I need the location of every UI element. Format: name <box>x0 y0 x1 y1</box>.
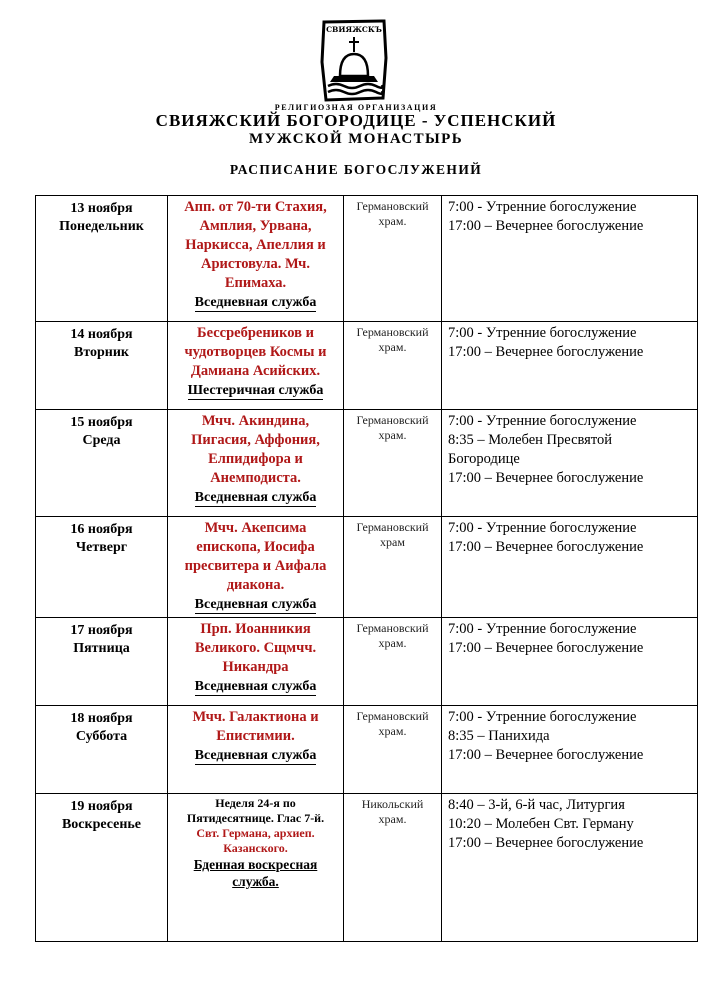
saint-commemoration: Мчч. Акиндина, Пигасия, Аффония, Елпидифора и Анемподиста. <box>191 413 320 486</box>
time-entry: 17:00 – Вечернее богослужение <box>448 539 644 555</box>
date-cell <box>36 410 168 517</box>
saint-cell <box>168 794 344 942</box>
table-row <box>36 706 698 794</box>
table-row <box>36 618 698 706</box>
times-cell <box>442 706 698 794</box>
date: 19 ноября <box>70 799 133 814</box>
service-type: Шестеричная служба <box>187 383 324 398</box>
times-cell <box>442 618 698 706</box>
table-row <box>36 196 698 322</box>
monastery-logo <box>318 18 390 104</box>
date: 14 ноября <box>70 327 133 342</box>
date: 16 ноября <box>70 522 133 537</box>
times-cell <box>442 794 698 942</box>
times-cell <box>442 410 698 517</box>
church: Никольский храм. <box>344 794 442 942</box>
times-cell <box>442 322 698 410</box>
time-entry: 10:20 – Молебен Свт. Герману <box>448 816 634 832</box>
church: Германовский храм. <box>344 196 442 322</box>
saint-cell <box>168 196 344 322</box>
saint-commemoration: Апп. от 70-ти Стахия, Амплия, Урвана, Наркисса, Апеллия и Аристовула. Мч. Епимаха. <box>184 199 327 291</box>
date-cell <box>36 706 168 794</box>
church: Германовский храм <box>344 517 442 618</box>
table-row <box>36 517 698 618</box>
church: Германовский храм. <box>344 322 442 410</box>
weekday: Вторник <box>73 345 129 360</box>
date: 18 ноября <box>70 711 133 726</box>
weekday: Четверг <box>75 540 128 555</box>
time-entry: 17:00 – Вечернее богослужение <box>448 747 644 763</box>
org-subtitle: МУЖСКОЙ МОНАСТЫРЬ <box>248 131 464 147</box>
time-entry: 17:00 – Вечернее богослужение <box>448 470 644 486</box>
time-entry: 17:00 – Вечернее богослужение <box>448 835 644 851</box>
time-entry: Богородице <box>448 451 520 467</box>
date-cell <box>36 322 168 410</box>
date: 15 ноября <box>70 415 133 430</box>
weekday: Суббота <box>75 729 128 744</box>
saint-commemoration: Свт. Германа, архиеп. Казанского. <box>196 826 315 855</box>
service-type: Вседневная служба <box>194 490 317 505</box>
weekday: Воскресенье <box>61 817 142 832</box>
time-entry: 17:00 – Вечернее богослужение <box>448 640 644 656</box>
schedule-title: РАСПИСАНИЕ БОГОСЛУЖЕНИЙ <box>229 162 483 177</box>
time-entry: 7:00 - Утренние богослужение <box>448 199 637 215</box>
church: Германовский храм. <box>344 410 442 517</box>
saint-cell <box>168 618 344 706</box>
table-row <box>36 322 698 410</box>
sunday-intro: Неделя 24-я по Пятидесятнице. Глас 7-й. <box>186 796 325 825</box>
service-type: Вседневная служба <box>194 679 317 694</box>
saint-commemoration: Мчч. Акепсима епископа, Иосифа пресвитера и Аифала диакона. <box>184 520 327 593</box>
table-row <box>36 410 698 517</box>
time-entry: 7:00 - Утренние богослужение <box>448 709 637 725</box>
org-type: РЕЛИГИОЗНАЯ ОРГАНИЗАЦИЯ <box>274 103 438 112</box>
time-entry: 8:35 – Панихида <box>448 728 550 744</box>
date-cell <box>36 196 168 322</box>
time-entry: 7:00 - Утренние богослужение <box>448 325 637 341</box>
time-entry: 7:00 - Утренние богослужение <box>448 621 637 637</box>
saint-commemoration: Мчч. Галактиона и Епистимии. <box>192 709 319 744</box>
times-cell <box>442 196 698 322</box>
saint-cell <box>168 517 344 618</box>
date: 17 ноября <box>70 623 133 638</box>
saint-cell <box>168 706 344 794</box>
time-entry: 17:00 – Вечернее богослужение <box>448 218 644 234</box>
weekday: Пятница <box>73 641 130 656</box>
schedule-table <box>35 195 698 942</box>
saint-commemoration: Прп. Иоанникия Великого. Сщмчч. Никандра <box>194 621 317 675</box>
service-type: Вседневная служба <box>194 748 317 763</box>
times-cell <box>442 517 698 618</box>
service-type: Бденная воскресная служба. <box>193 857 318 889</box>
service-type: Вседневная служба <box>194 295 317 310</box>
date-cell <box>36 794 168 942</box>
time-entry: 8:40 – 3-й, 6-й час, Литургия <box>448 797 625 813</box>
church: Германовский храм. <box>344 706 442 794</box>
time-entry: 17:00 – Вечернее богослужение <box>448 344 644 360</box>
logo-text: СВИЯЖСКЪ <box>326 25 382 34</box>
time-entry: 8:35 – Молебен Пресвятой <box>448 432 612 448</box>
weekday: Понедельник <box>59 219 144 234</box>
time-entry: 7:00 - Утренние богослужение <box>448 520 637 536</box>
saint-commemoration: Бессребреников и чудотворцев Космы и Дамиана Асийских. <box>184 325 327 379</box>
saint-cell <box>168 322 344 410</box>
church: Германовский храм. <box>344 618 442 706</box>
saint-cell <box>168 410 344 517</box>
table-row <box>36 794 698 942</box>
date-cell <box>36 618 168 706</box>
weekday: Среда <box>82 433 121 448</box>
service-type: Вседневная служба <box>194 597 317 612</box>
date: 13 ноября <box>70 201 133 216</box>
date-cell <box>36 517 168 618</box>
time-entry: 7:00 - Утренние богослужение <box>448 413 637 429</box>
org-name: СВИЯЖСКИЙ БОГОРОДИЦЕ - УСПЕНСКИЙ <box>155 111 557 130</box>
